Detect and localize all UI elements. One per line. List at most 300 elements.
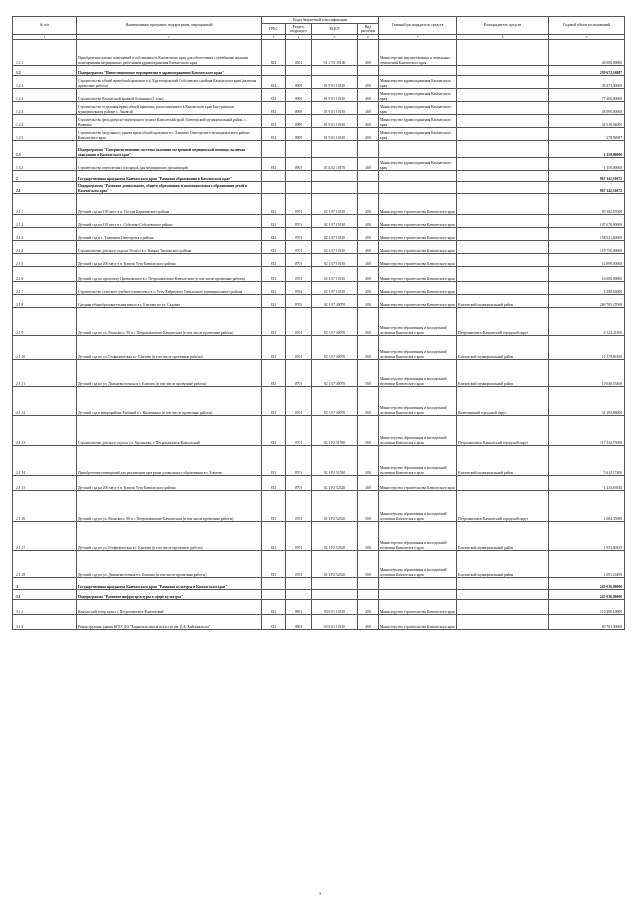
- row-grbs: 814: [262, 89, 286, 102]
- table-row: [13, 295, 625, 308]
- row-recipient: [457, 171, 549, 182]
- row-number: 2.1.1: [13, 194, 77, 215]
- row-kcsr: 02 1 07 40070: [312, 336, 358, 360]
- table-row: [13, 40, 625, 66]
- row-sum: 16 000,00000: [549, 267, 625, 282]
- row-customer: Министерство здравоохранения Камчатского края: [379, 102, 457, 115]
- row-number: 2.1: [13, 182, 77, 194]
- row-razdel: 0909: [286, 102, 312, 115]
- row-recipient: [457, 194, 549, 215]
- row-sum: 83 701,30000: [549, 615, 625, 630]
- row-number: 2.1.18: [13, 551, 77, 578]
- row-kcsr: 02 1 07 40070: [312, 295, 358, 308]
- row-kcsr: 03 6 01 10130: [312, 615, 358, 630]
- header-name: Наименование программ, подпрограмм, мероприятий: [77, 17, 262, 35]
- row-recipient: Елизовский муниципальный район: [457, 360, 549, 387]
- row-recipient: [457, 102, 549, 115]
- row-razdel: [286, 171, 312, 182]
- row-name: Детский сад в с. Тиличики Олюторского района: [77, 228, 262, 241]
- row-customer: Министерство здравоохранения Камчатского края: [379, 89, 457, 102]
- table-row: [13, 600, 625, 615]
- row-kcsr: [312, 171, 358, 182]
- row-vid: 400: [358, 600, 379, 615]
- row-name: Строительство модульного здания врача общей практики в с. Хаилино Олюторского муниципального района Камчатского края: [77, 128, 262, 141]
- row-name: Приобретение помещений для реализации программ дошкольного образования в г. Елизово: [77, 446, 262, 476]
- row-sum: 158 621,60000: [549, 228, 625, 241]
- row-number: 2.1.10: [13, 336, 77, 360]
- row-customer: Министерство здравоохранения Камчатского края: [379, 115, 457, 128]
- row-customer: Министерство строительства Камчатского края: [379, 267, 457, 282]
- row-kcsr: [312, 590, 358, 600]
- row-razdel: 0702: [286, 295, 312, 308]
- column-number: 1: [13, 35, 77, 40]
- row-sum: 1 953,00435: [549, 522, 625, 551]
- row-name: Строительство общей врачебной практики в п. Крутогоровский Соболевского района Камчатского края (включая проектные работы): [77, 76, 262, 89]
- row-recipient: [457, 600, 549, 615]
- row-razdel: 0701: [286, 416, 312, 446]
- row-grbs: 812: [262, 194, 286, 215]
- row-name: Подпрограмма "Совершенствование системы оказания экстренной медицинской помощи, включая эвакуацию в Камчатском крае": [77, 141, 262, 158]
- row-name: Средняя общеобразовательная школа в г. Елизово по ул. Садовая: [77, 295, 262, 308]
- row-recipient: [457, 158, 549, 171]
- table-row: [13, 615, 625, 630]
- row-grbs: 813: [262, 360, 286, 387]
- header-razdel: Раздел, подраздел: [286, 24, 312, 35]
- row-grbs: 813: [262, 308, 286, 336]
- row-razdel: 0909: [286, 128, 312, 141]
- row-customer: Министерство образования и молодежной политики Камчатского края: [379, 308, 457, 336]
- row-kcsr: 01 9 01 10130: [312, 89, 358, 102]
- row-name: Государственная программа Камчатского края "Развитие образования в Камчатском крае": [77, 171, 262, 182]
- row-grbs: 813: [262, 551, 286, 578]
- row-recipient: [457, 215, 549, 228]
- row-vid: 500: [358, 360, 379, 387]
- row-number: 1.2.3: [13, 102, 77, 115]
- row-grbs: 813: [262, 491, 286, 522]
- row-customer: Министерство здравоохранения Камчатского края: [379, 128, 457, 141]
- row-customer: Министерство образования и молодежной политики Камчатского края: [379, 416, 457, 446]
- row-grbs: 812: [262, 295, 286, 308]
- row-razdel: 0701: [286, 254, 312, 267]
- row-kcsr: 01 9 01 10130: [312, 102, 358, 115]
- row-customer: Министерство образования и молодежной политики Камчатского края: [379, 387, 457, 416]
- row-customer: [379, 578, 457, 590]
- row-name: Детский сад на 200 мест в п. Ключи Усть-Камчатского района: [77, 254, 262, 267]
- row-kcsr: 02 1 07 40070: [312, 387, 358, 416]
- table-row: [13, 76, 625, 89]
- row-recipient: [457, 115, 549, 128]
- row-number: 1.2.4: [13, 115, 77, 128]
- row-name: Детский сад по ул. Дальневосточная в г. Елизово (в том числе проектные работы): [77, 551, 262, 578]
- row-razdel: 0501: [286, 40, 312, 66]
- row-name: Камчатский театр кукол г. Петропавловск-Камчатский: [77, 600, 262, 615]
- row-name: Строительство Камчатской краевой больницы (1 этап): [77, 89, 262, 102]
- row-recipient: Вилючинский городской округ: [457, 387, 549, 416]
- column-number: 8: [457, 35, 549, 40]
- row-vid: 400: [358, 158, 379, 171]
- row-razdel: 0701: [286, 522, 312, 551]
- table-row: [13, 590, 625, 600]
- row-number: 2.1.6: [13, 267, 77, 282]
- row-number: 1.3: [13, 141, 77, 158]
- table-row: [13, 115, 625, 128]
- row-name: Детский сад на 150 мест в п. Оссора Карагинского района: [77, 194, 262, 215]
- table-row: [13, 128, 625, 141]
- row-recipient: Петропавловск-Камчатский городской округ: [457, 416, 549, 446]
- row-customer: [379, 66, 457, 76]
- row-razdel: 0701: [286, 215, 312, 228]
- row-vid: 500: [358, 446, 379, 476]
- row-kcsr: 02 1 07 10130: [312, 215, 358, 228]
- row-customer: Министерство строительства Камчатского края: [379, 194, 457, 215]
- header-recipient: Распорядитель средств: [457, 17, 549, 35]
- row-vid: 400: [358, 40, 379, 66]
- row-customer: Министерство строительства Камчатского края: [379, 228, 457, 241]
- row-grbs: 812: [262, 241, 286, 254]
- row-kcsr: 02 1 P2 52320: [312, 522, 358, 551]
- row-name: Детский сад в микрорайоне Рыбачий в г. Вилючинск (в том числе проектные работы): [77, 387, 262, 416]
- row-kcsr: 02 1 07 40070: [312, 360, 358, 387]
- row-number: 3.1.1: [13, 600, 77, 615]
- table-row: [13, 66, 625, 76]
- row-sum: 83 382,07000: [549, 194, 625, 215]
- column-number: 9: [549, 35, 625, 40]
- row-vid: [358, 578, 379, 590]
- row-customer: Министерство образования и молодежной политики Камчатского края: [379, 522, 457, 551]
- row-sum: 10 046,53400: [549, 360, 625, 387]
- row-name: Подпрограмма "Развитие дошкольного, общего образования и дополнительного образования детей в Камчатском крае": [77, 182, 262, 194]
- row-sum: 239 672,16087: [549, 66, 625, 76]
- row-customer: [379, 171, 457, 182]
- row-grbs: 813: [262, 416, 286, 446]
- row-razdel: 0701: [286, 241, 312, 254]
- column-number: 3: [262, 35, 286, 40]
- row-number: 3.1.2: [13, 615, 77, 630]
- row-customer: Министерство строительства Камчатского края: [379, 282, 457, 295]
- row-vid: 400: [358, 89, 379, 102]
- row-number: 3: [13, 578, 77, 590]
- row-recipient: [457, 254, 549, 267]
- row-kcsr: 01 1 Э1 10140: [312, 40, 358, 66]
- row-sum: 48 000,00000: [549, 102, 625, 115]
- row-number: 2.1.13: [13, 416, 77, 446]
- row-customer: Министерство строительства Камчатского края: [379, 295, 457, 308]
- row-kcsr: 02 1 07 10130: [312, 267, 358, 282]
- row-recipient: Елизовский муниципальный район: [457, 336, 549, 360]
- row-recipient: Петропавловск-Камчатский городской округ: [457, 308, 549, 336]
- table-row: [13, 158, 625, 171]
- row-sum: 245 036,90000: [549, 590, 625, 600]
- row-number: 2.1.14: [13, 446, 77, 476]
- row-kcsr: [312, 578, 358, 590]
- row-kcsr: 01 9 01 10130: [312, 115, 358, 128]
- row-name: Строительство вертолетных площадок для медицинских организаций: [77, 158, 262, 171]
- table-row: [13, 282, 625, 295]
- row-vid: 400: [358, 241, 379, 254]
- table-row: [13, 387, 625, 416]
- row-razdel: 0701: [286, 228, 312, 241]
- row-customer: Министерство образования и молодежной политики Камчатского края: [379, 360, 457, 387]
- row-kcsr: 02 1 07 10130: [312, 254, 358, 267]
- table-row: [13, 215, 625, 228]
- row-name: Детский сад по ул. Дальневосточная в г. Елизово (в том числе проектные работы): [77, 360, 262, 387]
- row-kcsr: [312, 141, 358, 158]
- row-grbs: 813: [262, 336, 286, 360]
- row-vid: 400: [358, 476, 379, 491]
- row-sum: 967 342,16072: [549, 171, 625, 182]
- row-grbs: [262, 182, 286, 194]
- row-grbs: 812: [262, 254, 286, 267]
- row-razdel: 0701: [286, 267, 312, 282]
- row-customer: Министерство здравоохранения Камчатского края: [379, 76, 457, 89]
- header-grbs: ГРБС: [262, 24, 286, 35]
- row-customer: [379, 182, 457, 194]
- row-number: 1.3.1: [13, 158, 77, 171]
- row-grbs: 812: [262, 267, 286, 282]
- row-name: Строительство детского сада на 30 мест в с. Каврал Тигильского района: [77, 241, 262, 254]
- row-customer: Министерство образования и молодежной политики Камчатского края: [379, 446, 457, 476]
- row-recipient: [457, 241, 549, 254]
- row-recipient: [457, 141, 549, 158]
- row-customer: Министерство образования и молодежной политики Камчатского края: [379, 491, 457, 522]
- row-sum: 278,92087: [549, 128, 625, 141]
- row-recipient: [457, 89, 549, 102]
- row-number: 2.1.7: [13, 282, 77, 295]
- table-row: [13, 522, 625, 551]
- row-grbs: 813: [262, 446, 286, 476]
- row-name: Детский сад по ул. Вольского, 90 в г. Петропавловске-Камчатском (в том числе проектные работы): [77, 491, 262, 522]
- row-number: 1.2.2: [13, 89, 77, 102]
- table-row: [13, 446, 625, 476]
- table-body: [13, 40, 625, 630]
- row-recipient: [457, 615, 549, 630]
- budget-allocation-table: [12, 16, 625, 630]
- table-row: [13, 171, 625, 182]
- row-name: Детский сад по ул. Геофизическая в г. Елизово (в том числе проектные работы): [77, 522, 262, 551]
- row-sum: 1 004,35980: [549, 491, 625, 522]
- row-number: 1.2.5: [13, 128, 77, 141]
- row-vid: 500: [358, 551, 379, 578]
- header-customer: Главный распорядитель средств: [379, 17, 457, 35]
- row-grbs: 812: [262, 215, 286, 228]
- row-sum: 1 434,63948: [549, 476, 625, 491]
- row-recipient: Петропавловск-Камчатский городской округ: [457, 491, 549, 522]
- row-vid: 400: [358, 254, 379, 267]
- header-codes-group: Коды бюджетной классификации: [262, 17, 379, 24]
- row-razdel: [286, 182, 312, 194]
- row-razdel: [286, 141, 312, 158]
- row-recipient: [457, 76, 549, 89]
- row-sum: 107 678,00000: [549, 215, 625, 228]
- row-vid: 400: [358, 228, 379, 241]
- row-kcsr: [312, 182, 358, 194]
- row-razdel: 0909: [286, 115, 312, 128]
- row-customer: Министерство строительства Камчатского края: [379, 241, 457, 254]
- header-vid: Вид расходов: [358, 24, 379, 35]
- row-name: Строительство детского сада по ул. Арсеньева, г. Петропавловск-Камчатский: [77, 416, 262, 446]
- row-grbs: 812: [262, 282, 286, 295]
- row-grbs: 812: [262, 228, 286, 241]
- row-recipient: Елизовский муниципальный район: [457, 446, 549, 476]
- row-razdel: [286, 66, 312, 76]
- row-name: Подпрограмма "Инвестиционные мероприятия в здравоохранении Камчатского края": [77, 66, 262, 76]
- row-razdel: [286, 578, 312, 590]
- row-razdel: 0801: [286, 615, 312, 630]
- row-kcsr: 01 9 01 10130: [312, 76, 358, 89]
- row-name: Государственная программа Камчатского края "Развитие культуры в Камчатском крае": [77, 578, 262, 590]
- table-row: [13, 228, 625, 241]
- budget-table-page: [12, 16, 624, 630]
- table-row: [13, 194, 625, 215]
- row-name: Строительство отделения врача общей практики, расположенного в Камчатском крае Быстринском муниципальном районе с. Анавгай: [77, 102, 262, 115]
- row-customer: Министерство имущественных и земельных отношений Камчатского края: [379, 40, 457, 66]
- row-grbs: [262, 171, 286, 182]
- row-vid: 400: [358, 102, 379, 115]
- row-recipient: [457, 282, 549, 295]
- row-sum: 4 488,63000: [549, 282, 625, 295]
- row-name: Детский сад по ул. Геофизическая в г. Елизово (в том числе проектные работы): [77, 336, 262, 360]
- row-grbs: [262, 590, 286, 600]
- row-name: Детский сад по проспекту Циолковского в г. Петропавловске-Камчатском (в том числе проектные работы): [77, 267, 262, 282]
- row-razdel: [286, 590, 312, 600]
- row-number: 2.1.17: [13, 522, 77, 551]
- row-vid: [358, 66, 379, 76]
- column-number: 5: [312, 35, 358, 40]
- row-sum: 967 342,16072: [549, 182, 625, 194]
- row-kcsr: 02 1 P2 52320: [312, 491, 358, 522]
- row-vid: 400: [358, 194, 379, 215]
- table-row: [13, 254, 625, 267]
- row-number: 3.1: [13, 590, 77, 600]
- table-row: [13, 578, 625, 590]
- row-number: 2.1.3: [13, 228, 77, 241]
- row-number: 2.1.15: [13, 476, 77, 491]
- row-sum: 6 324,41500: [549, 308, 625, 336]
- row-razdel: 0701: [286, 194, 312, 215]
- table-row: [13, 491, 625, 522]
- row-grbs: 822: [262, 40, 286, 66]
- row-recipient: [457, 476, 549, 491]
- row-sum: 119 750,00000: [549, 241, 625, 254]
- row-grbs: 813: [262, 522, 286, 551]
- row-kcsr: 02 1 07 10130: [312, 241, 358, 254]
- row-grbs: 814: [262, 76, 286, 89]
- header-kcsr: КЦСР: [312, 24, 358, 35]
- row-sum: 5 612,17400: [549, 446, 625, 476]
- row-razdel: 0901: [286, 158, 312, 171]
- row-recipient: [457, 40, 549, 66]
- row-sum: 34 519,94000: [549, 115, 625, 128]
- row-recipient: [457, 267, 549, 282]
- row-grbs: [262, 578, 286, 590]
- row-name: Подпрограмма "Развитие инфраструктуры в сфере культуры": [77, 590, 262, 600]
- row-razdel: 0701: [286, 491, 312, 522]
- row-kcsr: 03 6 01 10130: [312, 600, 358, 615]
- row-razdel: 0909: [286, 76, 312, 89]
- row-vid: 500: [358, 295, 379, 308]
- row-kcsr: 02 1 07 10130: [312, 194, 358, 215]
- row-kcsr: 02 1 07 10130: [312, 282, 358, 295]
- table-row: [13, 416, 625, 446]
- row-vid: 400: [358, 267, 379, 282]
- row-kcsr: 02 1 07 40070: [312, 308, 358, 336]
- page-number: 3: [319, 891, 321, 896]
- row-sum: 14 890,00000: [549, 254, 625, 267]
- row-vid: 500: [358, 491, 379, 522]
- table-row: [13, 336, 625, 360]
- row-sum: 44 183,86000: [549, 387, 625, 416]
- row-sum: 117 322,75000: [549, 416, 625, 446]
- row-recipient: Елизовский муниципальный район: [457, 522, 549, 551]
- row-razdel: 0701: [286, 308, 312, 336]
- row-razdel: 0701: [286, 446, 312, 476]
- row-grbs: 813: [262, 387, 286, 416]
- table-row: [13, 308, 625, 336]
- row-number: 2.1.9: [13, 308, 77, 336]
- row-razdel: 0701: [286, 360, 312, 387]
- row-number: 2.1.2: [13, 215, 77, 228]
- row-grbs: [262, 141, 286, 158]
- row-vid: [358, 141, 379, 158]
- row-razdel: 0701: [286, 551, 312, 578]
- column-number: 4: [286, 35, 312, 40]
- row-recipient: [457, 66, 549, 76]
- row-customer: [379, 141, 457, 158]
- column-number: 2: [77, 35, 262, 40]
- table-row: [13, 241, 625, 254]
- row-number: 1.2.1: [13, 76, 77, 89]
- row-sum: 11 379,69100: [549, 336, 625, 360]
- row-number: 2.1.11: [13, 360, 77, 387]
- row-sum: 110 268,10000: [549, 600, 625, 615]
- row-kcsr: 02 1 P2 52320: [312, 551, 358, 578]
- row-number: 2.1.12: [13, 387, 77, 416]
- row-grbs: 812: [262, 600, 286, 615]
- row-name: Строительство сельского учебного комплекса в с. Усть-Хайрюзово Тигильского муниципального района: [77, 282, 262, 295]
- row-razdel: 0801: [286, 600, 312, 615]
- row-kcsr: 01 Б 02 10170: [312, 158, 358, 171]
- row-number: 2.1.8: [13, 295, 77, 308]
- row-vid: 500: [358, 387, 379, 416]
- row-vid: 400: [358, 128, 379, 141]
- table-row: [13, 89, 625, 102]
- row-name: Детский сад на 110 мест в с. Соболево Соболевского района: [77, 215, 262, 228]
- table-row: [13, 267, 625, 282]
- row-number: 2: [13, 171, 77, 182]
- row-vid: 400: [358, 215, 379, 228]
- row-vid: 500: [358, 416, 379, 446]
- row-customer: Министерство образования и молодежной политики Камчатского края: [379, 336, 457, 360]
- row-customer: Министерство строительства Камчатского края: [379, 615, 457, 630]
- row-kcsr: 02 1 P2 52320: [312, 476, 358, 491]
- row-grbs: 814: [262, 158, 286, 171]
- column-number: 7: [379, 35, 457, 40]
- row-grbs: 812: [262, 615, 286, 630]
- table-row: [13, 551, 625, 578]
- row-recipient: Елизовский муниципальный район: [457, 551, 549, 578]
- table-row: [13, 141, 625, 158]
- row-number: 2.1.5: [13, 254, 77, 267]
- row-number: 2.1.16: [13, 491, 77, 522]
- row-vid: 400: [358, 615, 379, 630]
- row-customer: Министерство образования и молодежной политики Камчатского края: [379, 551, 457, 578]
- table-row: [13, 476, 625, 491]
- row-name: Реконструкция здания КГБУ ДО "Корякская школа искусств им. Д.Б. Кайгынытола": [77, 615, 262, 630]
- row-vid: [358, 590, 379, 600]
- row-razdel: 0702: [286, 282, 312, 295]
- row-number: 2.1.4: [13, 241, 77, 254]
- table-row: [13, 182, 625, 194]
